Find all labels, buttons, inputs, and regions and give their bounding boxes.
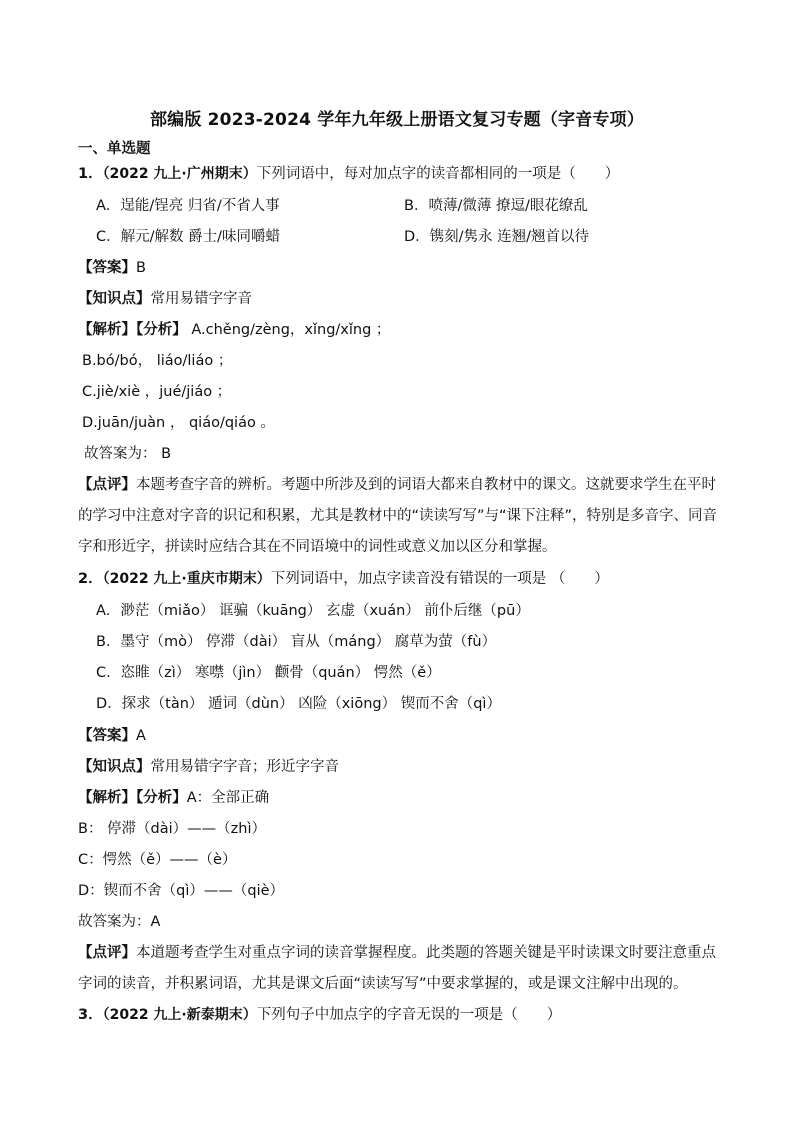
q2-conclusion: 故答案为：A — [78, 914, 161, 930]
q1-option-a: A．逞能/锃亮 归省/不省人事 — [96, 198, 280, 214]
comment-text: 本道题考查学生对重点字词的读音掌握程度。此类题的答题关键是平时读课文时要注意重点字词的读音，并积累词语，尤其是课文后面“读读写写”中要求掌握的，或是课文注解中出现的。 — [78, 945, 716, 992]
q2-comment — [78, 938, 718, 1000]
q1-analysis-d: D.juān/juàn ， qiáo/qiáo 。 — [82, 415, 275, 431]
q1-comment — [78, 470, 718, 563]
q2-option-d: D．探求（tàn） 遁词（dùn） 凶险（xiōng） 锲而不舍（qì） — [96, 696, 501, 712]
q2-option-b: B．墨守（mò） 停滞（dài） 盲从（máng） 腐草为萤（fù） — [96, 634, 497, 650]
section-heading: 一、单选题 — [78, 141, 151, 157]
answer-value: B — [136, 260, 146, 276]
q1-analysis-c: C.jiè/xiè ，jué/jiáo ； — [82, 384, 232, 400]
q2-analysis-b: B： 停滞（dài）——（zhì） — [78, 821, 267, 837]
question-number: 2． — [78, 571, 103, 587]
analysis-tag: 【解析】【分析】 — [78, 790, 187, 806]
question-2-stem — [78, 569, 609, 589]
analysis-tag: 【解析】【分析】 — [78, 322, 187, 338]
q1-answer — [78, 258, 146, 278]
knowledge-value: 常用易错字字音 — [150, 291, 252, 307]
q2-option-a: A．渺茫（miǎo） 诓骗（kuāng） 玄虚（xuán） 前仆后继（pū） — [96, 603, 530, 619]
question-text: 下列词语中，加点字读音没有错误的一项是 （ ） — [270, 571, 609, 587]
question-text: 下列句子中加点字的字音无误的一项是（ ） — [256, 1007, 562, 1023]
q1-option-c: C．解元/解数 爵士/味同嚼蜡 — [96, 229, 281, 245]
question-3-stem — [78, 1005, 561, 1025]
q2-analysis-c: C：愕然（ě）——（è） — [78, 852, 237, 868]
question-source: （2022 九上·广州期末） — [102, 166, 257, 182]
knowledge-tag: 【知识点】 — [78, 759, 151, 775]
comment-tag: 【点评】 — [78, 477, 136, 493]
q2-analysis — [78, 788, 269, 808]
question-1-stem — [78, 164, 619, 184]
q2-answer — [78, 726, 146, 746]
q2-analysis-d: D：锲而不舍（qì）——（qiè） — [78, 883, 285, 899]
q1-option-d: D．镌刻/隽永 连翘/翘首以待 — [404, 229, 590, 245]
question-number: 1． — [78, 166, 103, 182]
q1-option-b: B．喷薄/微薄 撩逗/眼花缭乱 — [404, 198, 588, 214]
answer-tag: 【答案】 — [78, 260, 136, 276]
page-title: 部编版 2023-2024 学年九年级上册语文复习专题（字音专项） — [149, 110, 645, 130]
q1-conclusion: 故答案为： B — [84, 446, 172, 462]
answer-value: A — [136, 728, 146, 744]
answer-tag: 【答案】 — [78, 728, 136, 744]
q1-knowledge — [78, 289, 252, 309]
question-source: （2022 九上·重庆市期末） — [102, 571, 271, 587]
comment-tag: 【点评】 — [78, 945, 136, 961]
q1-analysis-b: B.bó/bó， liáo/liáo ； — [82, 353, 233, 369]
analysis-a: A：全部正确 — [186, 790, 270, 806]
comment-text: 本题考查字音的辨析。考题中所涉及到的词语大都来自教材中的课文。这就要求学生在平时的学习中注意对字音的识记和积累，尤其是教材中的“读读写写”与“课下注释”，特别是多音字、同音字和形近字，拼读时应结合其在不同语境中的词性或意义加以区分和掌握。 — [78, 477, 718, 555]
question-source: （2022 九上·新泰期末） — [102, 1007, 257, 1023]
knowledge-value: 常用易错字字音；形近字字音 — [150, 759, 339, 775]
analysis-a: A.chěng/zèng，xǐng/xǐng ； — [186, 322, 391, 338]
knowledge-tag: 【知识点】 — [78, 291, 151, 307]
q2-option-c: C．恣睢（zì） 寒噤（jìn） 颧骨（quán） 愕然（ě） — [96, 665, 441, 681]
question-number: 3． — [78, 1007, 103, 1023]
q2-knowledge — [78, 757, 339, 777]
q1-analysis — [78, 320, 390, 340]
question-text: 下列词语中，每对加点字的读音都相同的一项是（ ） — [256, 166, 620, 182]
